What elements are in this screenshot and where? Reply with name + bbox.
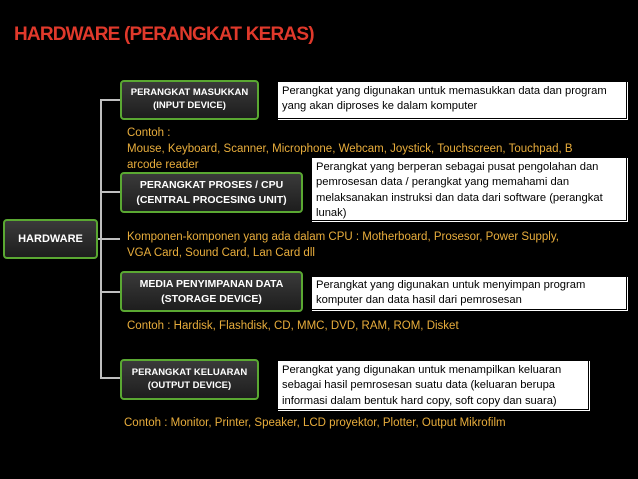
- connector-trunk: [100, 99, 102, 377]
- root-node-hardware: [3, 219, 98, 259]
- desc-cpu-text: Perangkat yang berperan sebagai pusat pengolahan dan pemrosesan data / perangkat yang memahami dan melaksanakan instruksi dan data dari software (perangkat lunak): [316, 161, 603, 220]
- example-cpu: [127, 229, 627, 261]
- example-input-device-line-1: Contoh :: [127, 127, 171, 139]
- node-cpu-label-2: (CENTRAL PROCESING UNIT): [136, 193, 287, 206]
- desc-output-device-text: Perangkat yang digunakan untuk menampilkan keluaran sebagai hasil pemrosesan suatu data (keluaran berupa informasi dalam bentuk hard copy, soft copy dan suara): [282, 364, 562, 407]
- root-node-label: HARDWARE: [18, 232, 83, 245]
- connector-branch-storage: [100, 291, 121, 293]
- desc-storage-device: [311, 276, 627, 310]
- desc-output-device: [277, 360, 589, 410]
- connector-branch-output: [100, 377, 121, 379]
- example-storage-device-line-1: Contoh : Hardisk, Flashdisk, CD, MMC, DVD, RAM, ROM, Disket: [127, 320, 459, 332]
- node-output-device-label-2: (OUTPUT DEVICE): [147, 379, 232, 391]
- connector-branch-input: [100, 99, 121, 101]
- desc-input-device-text: Perangkat yang digunakan untuk memasukkan data dan program yang akan diproses ke dalam komputer: [282, 85, 607, 113]
- node-input-device-label-2: (INPUT DEVICE): [153, 100, 226, 111]
- connector-branch-cpu: [100, 191, 121, 193]
- node-storage-device: [120, 271, 303, 312]
- example-output-device: [124, 415, 624, 431]
- example-storage-device: [127, 318, 627, 334]
- node-input-device: [120, 80, 259, 120]
- node-cpu-label-1: PERANGKAT PROSES / CPU: [139, 179, 284, 192]
- desc-cpu: [311, 157, 627, 221]
- node-output-device: [120, 359, 259, 400]
- node-storage-device-label-1: MEDIA PENYIMPANAN DATA: [139, 278, 284, 291]
- example-cpu-line-1: Komponen-komponen yang ada dalam CPU : Motherboard, Prosesor, Power Supply,: [127, 231, 559, 243]
- example-output-device-line-1: Contoh : Monitor, Printer, Speaker, LCD proyektor, Plotter, Output Mikrofilm: [124, 417, 506, 429]
- node-storage-device-label-2: (STORAGE DEVICE): [161, 292, 262, 305]
- desc-input-device: [277, 81, 627, 119]
- node-cpu: [120, 172, 303, 213]
- desc-storage-device-text: Perangkat yang digunakan untuk menyimpan program komputer dan data hasil dari pemrosesan: [316, 279, 586, 307]
- example-cpu-line-2: VGA Card, Sound Card, Lan Card dll: [127, 247, 315, 260]
- node-input-device-label-1: PERANGKAT MASUKKAN: [130, 87, 249, 99]
- example-input-device-line-2: Mouse, Keyboard, Scanner, Microphone, Webcam, Joystick, Touchscreen, Touchpad, B: [127, 143, 573, 156]
- example-input-device-line-3: arcode reader: [127, 159, 199, 172]
- node-output-device-label-1: PERANGKAT KELUARAN: [131, 366, 248, 378]
- page-title: HARDWARE (PERANGKAT KERAS): [14, 24, 314, 45]
